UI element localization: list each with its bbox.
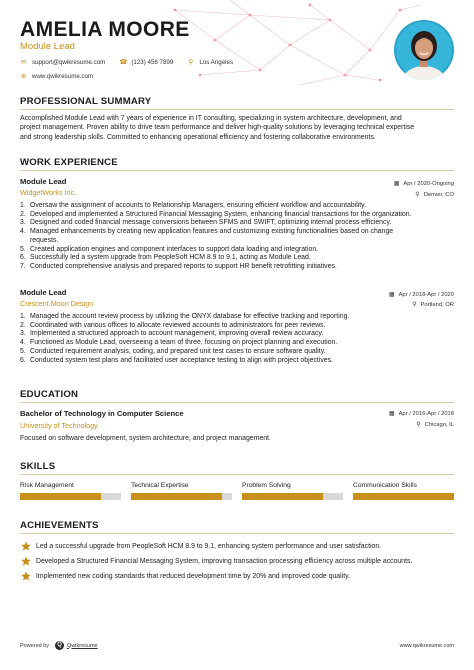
list-item <box>20 246 440 255</box>
skill-risk-management <box>20 482 121 500</box>
email-text: support@qwikresume.com <box>32 58 106 66</box>
bullet-number: 6. <box>20 254 26 262</box>
star-icon <box>20 541 32 551</box>
list-item <box>20 263 440 272</box>
job-location-text: Portland, OR <box>420 301 454 308</box>
bullet-number: 3. <box>20 219 26 227</box>
achievement-item <box>20 556 412 566</box>
skill-label: Communication Skills <box>353 482 417 489</box>
brand-link[interactable]: Qwikresume <box>67 642 98 649</box>
bullet-text: Conducted system test plans and facilitated user acceptance testing to align with project objectives. <box>30 356 333 364</box>
education-dates <box>389 410 454 417</box>
bullet-text: Functioned as Module Lead, overseeing a team of three, focusing on project planning and execution. <box>30 339 338 347</box>
company-name: Crescent Moon Design <box>20 299 94 308</box>
globe-icon: ⊕ <box>20 73 27 80</box>
skill-label: Technical Expertise <box>131 482 189 489</box>
degree-name: Bachelor of Technology in Computer Science <box>20 409 184 418</box>
bullet-text: Developed and implemented a Structured Financial Messaging System, enhancing financial transactions for the organization. <box>30 210 412 218</box>
achievement-item <box>20 541 381 551</box>
bullet-number: 1. <box>20 202 26 209</box>
education-dates-text: Apr / 2016-Apr / 2018 <box>398 410 454 417</box>
bullet-text: Conducted comprehensive analysis and prepared reports to support HR benefit retrofitting initiatives. <box>30 262 337 270</box>
map-pin-icon: ⚲ <box>416 422 421 428</box>
avatar <box>394 20 454 80</box>
phone-icon: ☎ <box>119 59 128 66</box>
powered-by-label: Powered by <box>20 642 50 649</box>
summary-divider <box>20 109 454 110</box>
summary-line: and strong leadership skills. Committed to enhancing operational efficiency and fostering collaborative environments. <box>20 133 376 141</box>
skill-bar-fill <box>242 493 323 500</box>
website-text: www.qwikresume.com <box>32 72 94 80</box>
resume-header <box>0 0 474 88</box>
list-item <box>20 313 440 322</box>
contact-email[interactable] <box>20 58 105 66</box>
bullet-number: 1. <box>20 313 26 320</box>
avatar-photo <box>394 20 454 80</box>
phone-text: (123) 456 7899 <box>131 58 174 66</box>
list-item <box>20 322 440 331</box>
location-text: Los Angeles <box>199 58 234 66</box>
skill-bar-fill <box>353 493 454 500</box>
experience-heading: WORK EXPERIENCE <box>20 157 118 168</box>
candidate-title: Module Lead <box>20 41 75 52</box>
calendar-icon: ▦ <box>388 411 395 417</box>
summary-text <box>20 114 454 142</box>
qwikresume-logo-icon: Q <box>55 641 64 650</box>
education-location <box>416 421 454 428</box>
education-divider <box>20 402 454 403</box>
footer-powered-by <box>20 641 98 650</box>
list-item <box>20 330 440 339</box>
bullet-text: Successfully led a system upgrade from PeopleSoft HCM 8.9 to 9.1, acting as Module Lead. <box>30 254 311 262</box>
experience-divider <box>20 170 454 171</box>
calendar-icon: ▦ <box>388 292 395 298</box>
list-item <box>20 237 440 246</box>
company-name: WidgetWorks Inc. <box>20 188 77 197</box>
list-item <box>20 211 440 220</box>
contact-phone[interactable] <box>119 58 173 66</box>
bullet-number: 3. <box>20 330 26 338</box>
list-item <box>20 228 440 237</box>
summary-line: Accomplished Module Lead with 7 years of experience in IT consulting, specializing in system architecture, development, and <box>20 115 402 122</box>
skill-bar-track <box>353 493 454 500</box>
skill-bar-track <box>131 493 232 500</box>
achievements-divider <box>20 533 454 534</box>
list-item <box>20 219 440 228</box>
list-item <box>20 339 440 348</box>
list-item <box>20 357 440 366</box>
job-bullets <box>20 313 440 365</box>
calendar-icon: ▦ <box>393 181 400 187</box>
skill-technical-expertise <box>131 482 232 500</box>
achievement-item <box>20 571 350 581</box>
bullet-number: 4. <box>20 228 26 236</box>
job-dates <box>389 291 454 298</box>
summary-line: project management. Proven ability to drive team performance and deliver high-quality solutions by leveraging technical expertise <box>20 124 415 132</box>
map-pin-icon: ⚲ <box>415 192 420 198</box>
contact-website[interactable] <box>20 72 93 80</box>
star-icon <box>20 571 32 581</box>
bullet-text: Created application engines and component interfaces to support data loading and integration. <box>30 245 319 253</box>
skills-heading: SKILLS <box>20 461 56 472</box>
bullet-number: 5. <box>20 245 26 253</box>
job-dates <box>394 180 454 187</box>
job-title: Module Lead <box>20 288 67 297</box>
school-name: University of Technology <box>20 421 98 430</box>
skill-bar-track <box>242 493 343 500</box>
list-item <box>20 348 440 357</box>
list-item <box>20 254 440 263</box>
skill-problem-solving <box>242 482 343 500</box>
contact-location <box>187 58 233 66</box>
skill-communication-skills <box>353 482 454 500</box>
summary-heading: PROFESSIONAL SUMMARY <box>20 96 152 107</box>
bullet-text: Coordinated with various offices to allocate reviewed accounts to administrators for peer reviews. <box>30 321 326 329</box>
bullet-number: 2. <box>20 321 26 329</box>
bullet-number: 2. <box>20 210 26 218</box>
job-location-text: Denver, CO <box>423 191 454 198</box>
education-focus: Focused on software development, system architecture, and project management. <box>20 435 271 442</box>
job-dates-text: Apr / 2020-Ongoing <box>403 180 454 187</box>
skill-label: Problem Solving <box>242 482 291 489</box>
achievement-text: Led a successful upgrade from PeopleSoft HCM 8.9 to 9.1, enhancing system performance and user satisfaction. <box>36 542 382 550</box>
bullet-number: 7. <box>20 262 26 270</box>
achievements-heading: ACHIEVEMENTS <box>20 520 99 531</box>
bullet-text: Designed and coded financial message conversions between SFMS and SWIFT, optimizing internal process efficiency. <box>30 219 392 227</box>
footer-url[interactable]: www.qwikresume.com <box>399 643 454 649</box>
bullet-text: requests. <box>30 236 59 244</box>
job-title: Module Lead <box>20 177 67 186</box>
contact-row-2 <box>20 72 107 80</box>
job-bullets <box>20 202 440 272</box>
bullet-text: Conducted requirement analysis, coding, and prepared unit test cases to ensure software quality. <box>30 347 326 355</box>
job-dates-text: Apr / 2018-Apr / 2020 <box>398 291 454 298</box>
map-pin-icon: ⚲ <box>188 59 194 66</box>
bullet-text: Oversaw the assignment of accounts to Relationship Managers, ensuring efficient workflow and accountability. <box>30 202 367 209</box>
star-icon <box>20 556 32 566</box>
envelope-icon: ✉ <box>20 59 27 66</box>
bullet-number: 6. <box>20 356 26 364</box>
bullet-text: Managed the account review process by utilizing the ONYX database for effective tracking and reporting. <box>30 313 350 320</box>
bullet-text: Managed enhancements by creating new application features and customizing existing functionalities based on change <box>30 228 394 236</box>
education-location-text: Chicago, IL <box>424 421 454 428</box>
map-pin-icon: ⚲ <box>412 302 417 308</box>
education-heading: EDUCATION <box>20 389 79 400</box>
candidate-name: AMELIA MOORE <box>20 18 190 41</box>
skill-bar-fill <box>20 493 101 500</box>
skill-bar-track <box>20 493 121 500</box>
job-location <box>412 301 454 308</box>
bullet-number: 5. <box>20 347 26 355</box>
skills-divider <box>20 474 454 475</box>
achievement-text: Developed a Structured Financial Messaging System, improving transaction processing efficiency across multiple accounts. <box>36 557 413 565</box>
job-location <box>415 191 454 198</box>
bullet-number: 4. <box>20 339 26 347</box>
achievement-text: Implemented new coding standards that reduced development time by 20% and improved code quality. <box>36 572 350 580</box>
bullet-text: Implemented a structured approach to account management, improving overall review accuracy. <box>30 330 324 338</box>
skill-label: Risk Management <box>20 482 74 489</box>
contact-row-1 <box>20 58 247 66</box>
skill-bar-fill <box>131 493 222 500</box>
list-item <box>20 202 440 211</box>
